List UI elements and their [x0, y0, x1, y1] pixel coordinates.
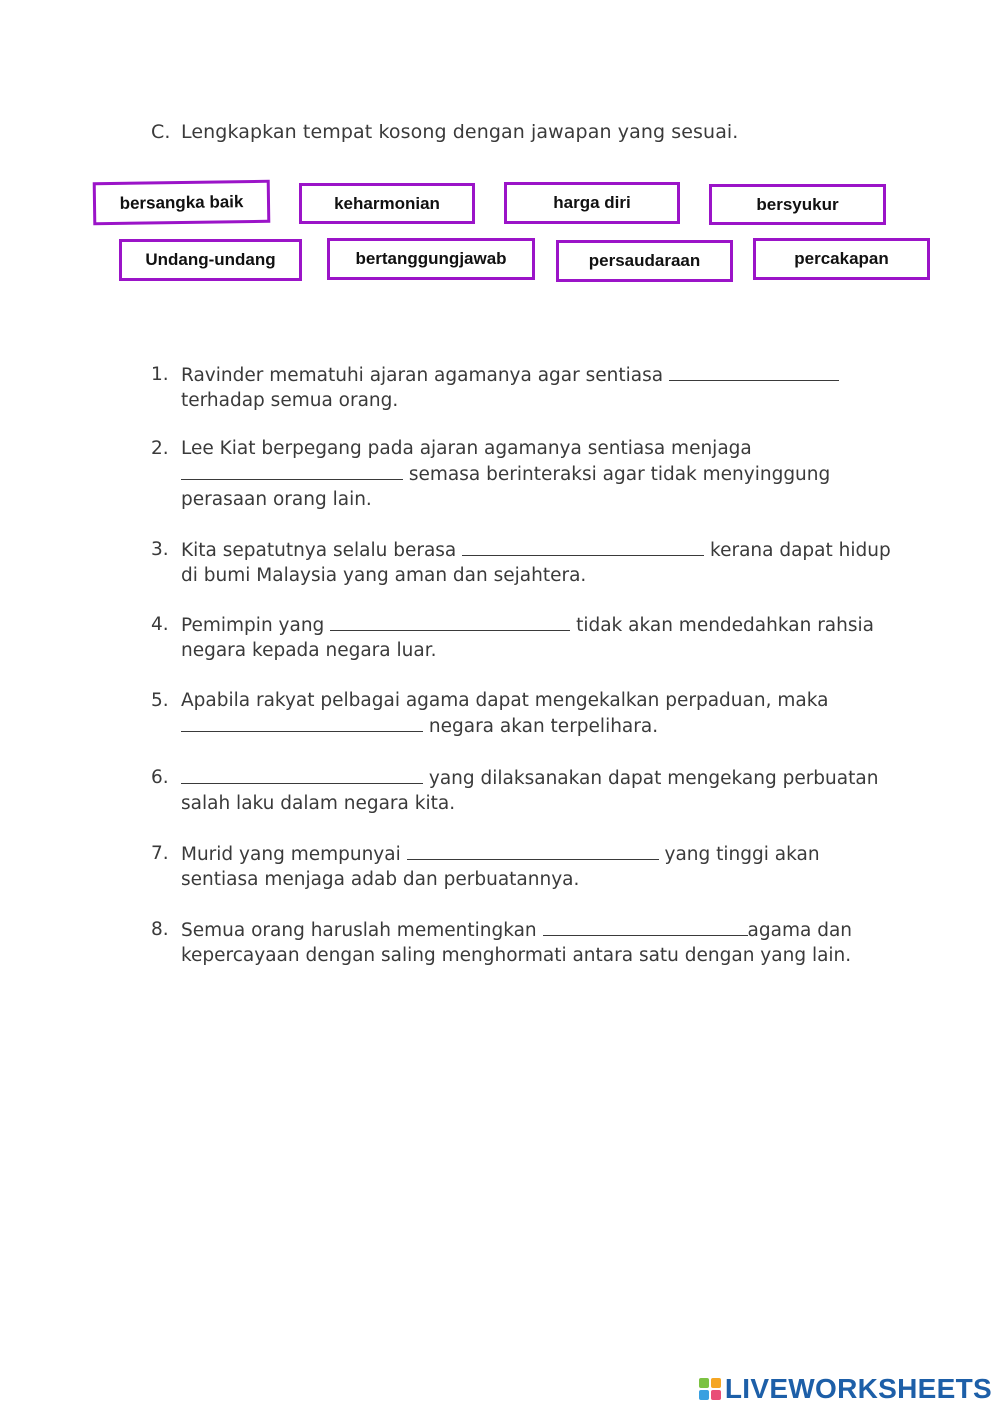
word-box-percakapan[interactable] — [753, 238, 930, 280]
brand-text: LIVEWORKSHEETS — [724, 1373, 992, 1404]
question-text-after: agama dan kepercayaan dengan saling menghormati antara satu dengan yang lain. — [181, 920, 853, 966]
question-5 — [151, 688, 891, 739]
question-text-before: Semua orang haruslah mementingkan — [181, 920, 543, 941]
question-number: 8. — [151, 919, 169, 940]
question-6 — [151, 765, 891, 816]
question-number: 5. — [151, 690, 169, 711]
question-3 — [151, 537, 891, 588]
word-label: Undang-undang — [145, 250, 276, 269]
question-text-before: Ravinder mematuhi ajaran agamanya agar sentiasa — [181, 365, 669, 386]
word-box-harga-diri[interactable] — [504, 182, 680, 224]
question-number: 4. — [151, 614, 169, 635]
question-text-after: yang dilaksanakan dapat mengekang perbuatan salah laku dalam negara kita. — [181, 768, 879, 814]
answer-blank-1[interactable] — [669, 362, 839, 381]
liveworksheets-logo — [699, 1373, 992, 1405]
word-label: percakapan — [794, 249, 889, 268]
word-box-keharmonian[interactable] — [299, 183, 475, 224]
section-marker: C. — [151, 121, 171, 143]
question-number: 3. — [151, 539, 169, 560]
question-text-after: negara akan terpelihara. — [423, 716, 659, 737]
word-box-undang-undang[interactable] — [119, 239, 302, 281]
answer-blank-5[interactable] — [181, 713, 423, 732]
word-label: bertanggungjawab — [355, 249, 507, 268]
word-label: persaudaraan — [588, 251, 701, 270]
question-2 — [151, 436, 891, 512]
word-label: harga diri — [553, 193, 631, 212]
question-text-before: Lee Kiat berpegang pada ajaran agamanya sentiasa menjaga — [181, 438, 752, 459]
word-label: bersangka baik — [119, 191, 244, 213]
question-text-before: Kita sepatutnya selalu berasa — [181, 540, 463, 561]
question-text-after: yang tinggi akan sentiasa menjaga adab dan perbuatannya. — [181, 844, 820, 890]
question-text-after: tidak akan mendedahkan rahsia negara kepada negara luar. — [181, 615, 874, 661]
question-number: 2. — [151, 438, 169, 459]
question-number: 7. — [151, 843, 169, 864]
word-box-bersyukur[interactable] — [709, 184, 886, 225]
word-box-bertanggungjawab[interactable] — [327, 238, 535, 280]
instruction-text: Lengkapkan tempat kosong dengan jawapan yang sesuai. — [181, 121, 739, 143]
word-label: bersyukur — [756, 194, 839, 214]
answer-blank-2[interactable] — [181, 461, 403, 480]
question-text-before: Pemimpin yang — [181, 615, 331, 636]
question-4 — [151, 612, 891, 663]
question-text-after: terhadap semua orang. — [181, 390, 399, 411]
question-number: 1. — [151, 364, 169, 385]
question-text-before: Apabila rakyat pelbagai agama dapat mengekalkan perpaduan, maka — [181, 690, 829, 711]
answer-blank-7[interactable] — [407, 841, 659, 860]
question-1 — [151, 362, 891, 413]
question-7 — [151, 841, 891, 892]
instruction — [151, 121, 738, 143]
question-text-after: semasa berinteraksi agar tidak menyinggung perasaan orang lain. — [181, 464, 831, 510]
word-box-persaudaraan[interactable] — [556, 240, 733, 282]
answer-blank-3[interactable] — [462, 537, 704, 556]
question-text-before: Murid yang mempunyai — [181, 844, 407, 865]
logo-squares-icon — [699, 1378, 721, 1400]
answer-blank-4[interactable] — [330, 612, 570, 631]
word-box-bersangka-baik[interactable] — [93, 180, 271, 225]
answer-blank-8[interactable] — [543, 917, 748, 936]
word-label: keharmonian — [334, 193, 440, 213]
question-text-after: kerana dapat hidup di bumi Malaysia yang aman dan sejahtera. — [181, 540, 891, 586]
question-number: 6. — [151, 767, 169, 788]
answer-blank-6[interactable] — [181, 765, 423, 784]
question-8 — [151, 917, 891, 968]
